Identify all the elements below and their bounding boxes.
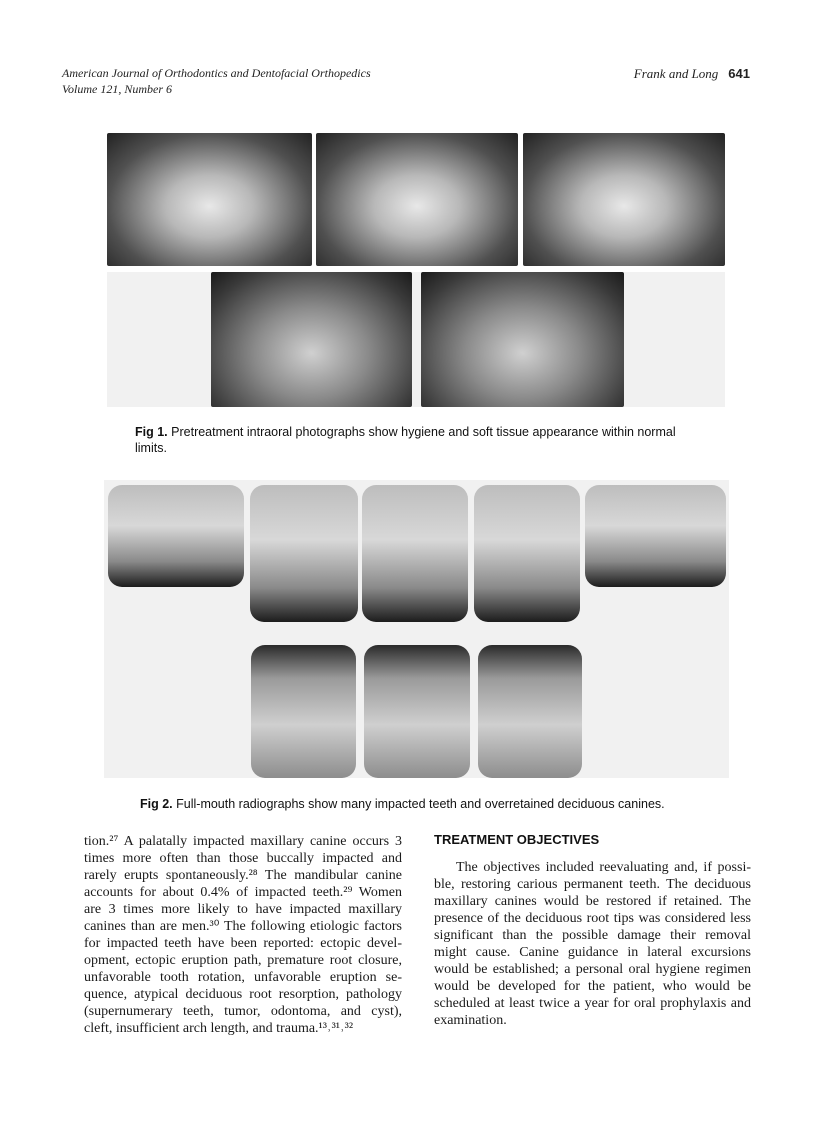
text-line: unfavorable tooth rotation, unfavorable eruption se- bbox=[84, 970, 402, 985]
radiograph-mandibular-incisors bbox=[364, 645, 470, 778]
text-line: quence, atypical deciduous root resorption, pathology bbox=[84, 987, 402, 1002]
text-line: tion.²⁷ A palatally impacted maxillary canine occurs 3 bbox=[84, 834, 402, 849]
running-header-authors bbox=[634, 66, 750, 82]
text-line: ble, restoring carious permanent teeth. The deciduous bbox=[434, 877, 751, 892]
text-line: rarely erupts spontaneously.²⁸ The mandibular canine bbox=[84, 868, 402, 883]
text-line: canines than are men.³⁰ The following etiologic factors bbox=[84, 919, 402, 934]
text-line: times more often than those buccally impacted and bbox=[84, 851, 402, 866]
radiograph-right-molar bbox=[108, 485, 244, 587]
fig1-label: Fig 1. bbox=[135, 425, 168, 439]
photo-right-buccal bbox=[107, 133, 312, 266]
radiograph-right-canine bbox=[250, 485, 358, 622]
text-line: for impacted teeth have been reported: ectopic devel- bbox=[84, 936, 402, 951]
fig1-caption-text: Pretreatment intraoral photographs show hygiene and soft tissue appearance within normal bbox=[171, 425, 676, 439]
photo-maxillary-occlusal bbox=[211, 272, 412, 407]
radiograph-left-canine bbox=[474, 485, 580, 622]
radiograph-lower-right bbox=[251, 645, 356, 778]
running-header-volume: Volume 121, Number 6 bbox=[62, 82, 172, 96]
fig1-occlusal-panel bbox=[107, 272, 725, 407]
fig1-caption-text-2: limits. bbox=[135, 441, 167, 455]
radiograph-left-molar bbox=[585, 485, 726, 587]
text-line: The objectives included reevaluating and, if possi- bbox=[456, 860, 751, 875]
radiograph-maxillary-incisors bbox=[362, 485, 468, 622]
fig2-caption bbox=[140, 796, 665, 812]
section-heading: TREATMENT OBJECTIVES bbox=[434, 832, 600, 847]
fig2-caption-text: Full-mouth radiographs show many impacted teeth and overretained deciduous canines. bbox=[176, 797, 665, 811]
text-line: significant than the possible damage their removal bbox=[434, 928, 751, 943]
right-column-text bbox=[434, 859, 751, 1029]
text-line: would be developed for the patient, who would be bbox=[434, 979, 751, 994]
text-line: are 3 times more likely to have impacted maxillary bbox=[84, 902, 402, 917]
photo-left-buccal bbox=[523, 133, 725, 266]
fig1-caption bbox=[135, 424, 715, 456]
page-number: 641 bbox=[728, 66, 750, 81]
running-header-journal: American Journal of Orthodontics and Dentofacial Orthopedics bbox=[62, 66, 371, 80]
text-line: opment, ectopic eruption path, premature root closure, bbox=[84, 953, 402, 968]
authors: Frank and Long bbox=[633, 66, 719, 81]
text-line: would be established; a personal oral hygiene regimen bbox=[434, 962, 751, 977]
text-line: (supernumerary teeth, tumor, odontoma, and cyst), bbox=[84, 1004, 402, 1019]
text-line: scheduled at least twice a year for oral prophylaxis and bbox=[434, 996, 751, 1011]
text-line: accounts for about 0.4% of impacted teeth.²⁹ Women bbox=[84, 885, 402, 900]
radiograph-lower-left bbox=[478, 645, 582, 778]
text-line: presence of the deciduous root tips was considered less bbox=[434, 911, 751, 926]
text-line: might cause. Canine guidance in lateral excursions bbox=[434, 945, 751, 960]
text-line: cleft, insufficient arch length, and trauma.¹³˒³¹˒³² bbox=[84, 1021, 354, 1036]
photo-frontal bbox=[316, 133, 518, 266]
left-column-text bbox=[84, 833, 402, 1037]
text-line: examination. bbox=[434, 1013, 507, 1028]
text-line: maxillary canines would be restored if retained. The bbox=[434, 894, 751, 909]
photo-mandibular-occlusal bbox=[421, 272, 624, 407]
fig2-label: Fig 2. bbox=[140, 797, 173, 811]
